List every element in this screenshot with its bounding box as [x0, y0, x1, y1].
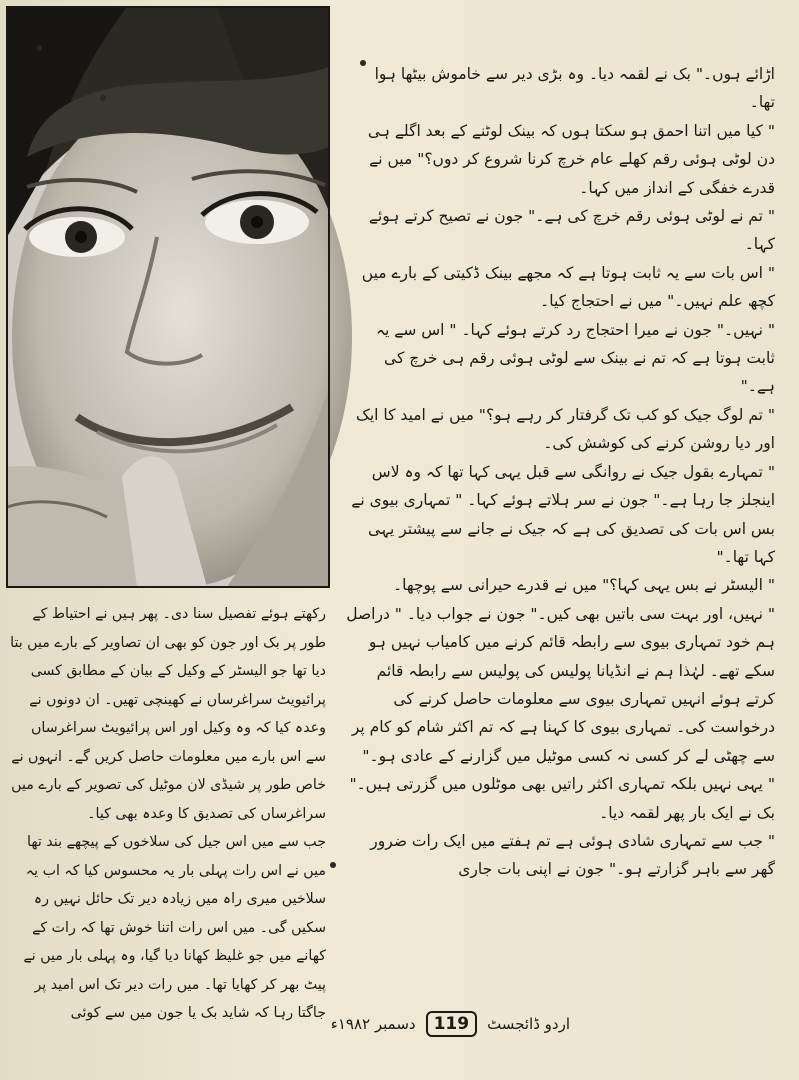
paragraph: " تمہارے بقول جیک نے روانگی سے قبل یہی کہا تھا کہ وہ لاس اینجلز جا رہا ہے۔" جون نے سر ہلاتے ہوئے کہا۔ " تمہاری بیوی نے بس اس بات کی تصدیق کی ہے کہ جیک نے جانے سے پیشتر یہی کہا تھا۔": [351, 462, 775, 566]
woman-portrait-photo: [6, 6, 330, 588]
paragraph: " تم لوگ جیک کو کب تک گرفتار کر رہے ہو؟" میں نے امید کا ایک اور دیا روشن کرنے کی کوشش کی۔: [355, 405, 775, 453]
paragraph: اڑائے ہوں۔" بک نے لقمہ دیا۔ وہ بڑی دیر سے خاموش بیٹھا ہوا تھا۔: [374, 65, 775, 112]
paragraph: جب سے میں اس جیل کی سلاخوں کے پیچھے بند تھا میں نے اس رات پہلی بار یہ محسوس کیا کہ اب یہ سلاخیں میری راہ میں زیادہ دیر تک حائل نہیں رہ سکیں گی۔ میں اس رات اتنا خوش تھا کہ رات کے کھانے میں جو غلیظ کھانا دیا گیا، وہ پہلی بار میں نے پیٹ بھر کر کھایا تھا۔ میں رات دیر تک اس امید پر جاگتا رہا کہ شاید بک یا جون میں سے کوئی: [23, 834, 326, 1021]
footer-magazine-name: اردو ڈائجسٹ: [487, 1015, 570, 1033]
page-number: 119: [426, 1011, 478, 1037]
paragraph: " جب سے تمہاری شادی ہوئی ہے تم ہفتے میں ایک رات ضرور گھر سے باہر گزارتے ہو۔" جون نے اپنی بات جاری: [370, 831, 775, 879]
print-speck: [100, 95, 106, 101]
page-footer: [210, 1004, 570, 1044]
footer-date: دسمبر ۱۹۸۲ء: [330, 1015, 416, 1033]
print-speck: [36, 45, 42, 51]
portrait-illustration: [7, 7, 329, 587]
paragraph: رکھتے ہوئے تفصیل سنا دی۔ پھر ہیں نے احتیاط کے طور پر بک اور جون کو بھی ان تصاویر کے بارے میں بتا دیا تھا جو الیسٹر کے وکیل کے بیان کے مطابق کسی پرائیویٹ سراغرساں نے کھینچی تھیں۔ ان دونوں نے وعدہ کیا کہ وہ وکیل اور اس پرائیویٹ سراغرساں سے اس بارے میں معلومات حاصل کریں گے۔ انہوں نے خاص طور پر شیڈی لان موٹیل کی تصویر کے بارے میں سراغرساں کی تصدیق کا وعدہ بھی کیا۔: [10, 606, 326, 822]
article-left-column: [8, 600, 326, 1021]
paragraph: " کیا میں اتنا احمق ہو سکتا ہوں کہ بینک لوٹنے کے بعد اگلے ہی دن لوٹی ہوئی رقم کھلے عام خرچ کرنا شروع کر دوں؟" میں نے قدرے خفگی کے انداز میں کہا۔: [367, 121, 775, 197]
article-right-column: [345, 60, 775, 990]
paragraph: " نہیں۔" جون نے میرا احتجاج رد کرتے ہوئے کہا۔ " اس سے یہ ثابت ہوتا ہے کہ تم نے بینک سے لوٹی ہوئی رقم ہی خرچ کی ہے۔": [375, 320, 775, 396]
paragraph: " یہی نہیں بلکہ تمہاری اکثر راتیں بھی موٹلوں میں گزرتی ہیں۔" بک نے ایک بار پھر لقمہ دیا۔: [349, 775, 775, 822]
print-speck: [330, 862, 336, 868]
paragraph: " نہیں، اور بہت سی باتیں بھی کیں۔" جون نے جواب دیا۔ " دراصل ہم خود تمہاری بیوی سے رابطہ قائم کرنے میں کامیاب نہیں ہو سکے تھے۔ لہٰذا ہم نے انڈیانا پولیس کی پولیس سے رابطہ قائم کرتے ہوئے انہیں تمہاری بیوی سے معلومات حاصل کرنے کی درخواست کی۔ تمہاری بیوی کا کہنا ہے کہ تم اکثر شام کو کام پر سے چھٹی لے کر کسی نہ کسی موٹیل میں گزارنے کے عادی ہو۔": [346, 604, 775, 765]
paragraph: " الیسٹر نے بس یہی کہا؟" میں نے قدرے حیرانی سے پوچھا۔: [393, 576, 775, 595]
paragraph: " اس بات سے یہ ثابت ہوتا ہے کہ مجھے بینک ڈکیتی کے بارے میں کچھ علم نہیں۔" میں نے احتجاج کیا۔: [361, 263, 775, 311]
paragraph: " تم نے لوٹی ہوئی رقم خرچ کی ہے۔" جون نے تصیح کرتے ہوئے کہا۔: [368, 207, 775, 254]
